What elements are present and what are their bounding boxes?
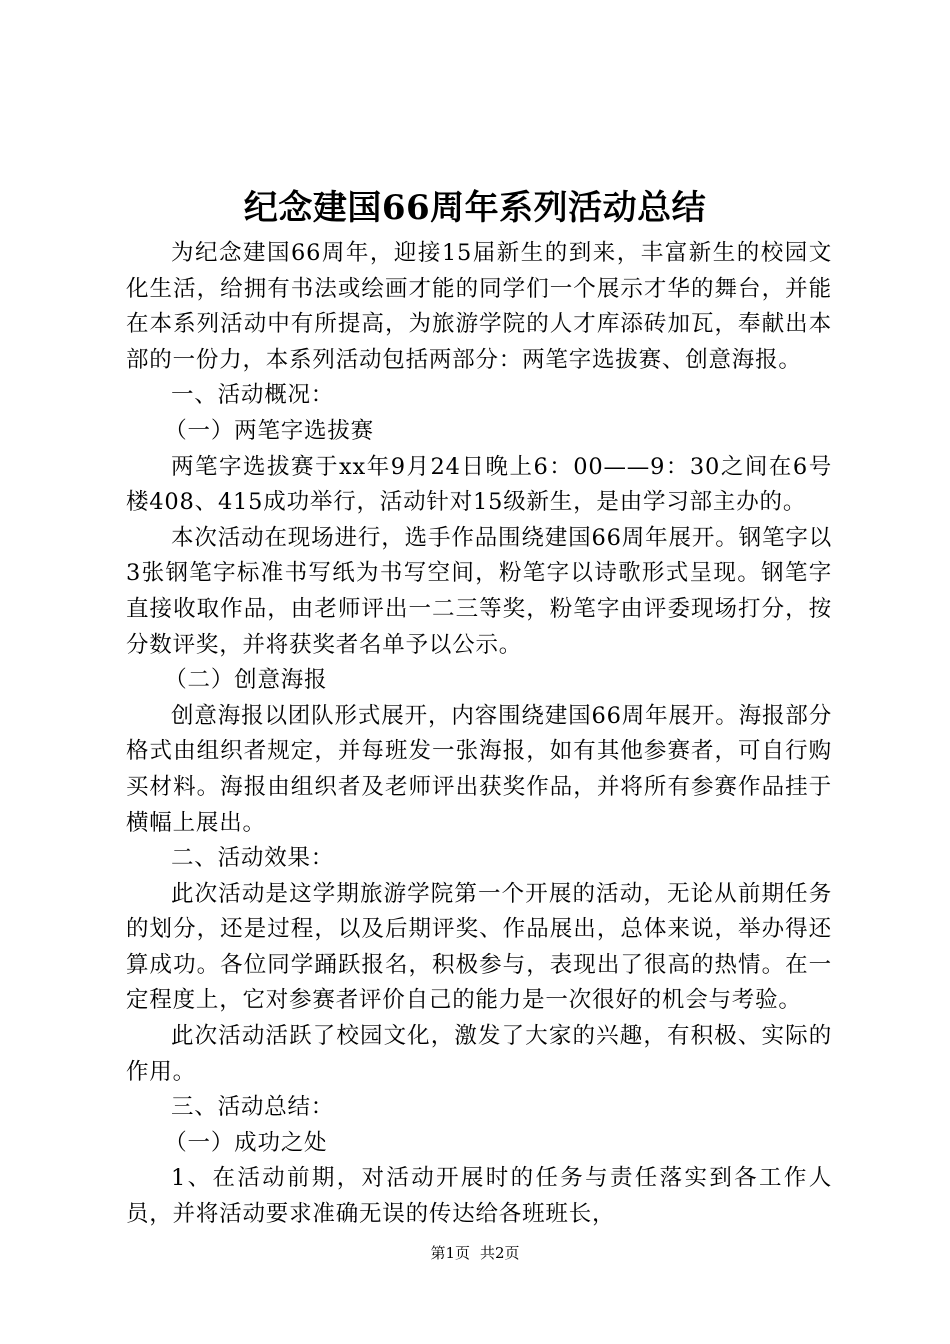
paragraph-success-1: 1、在活动前期，对活动开展时的任务与责任落实到各工作人员，并将活动要求准确无误的传达给各班班长， [126, 1165, 832, 1228]
section-heading-effect: 二、活动效果： [171, 845, 335, 872]
page-footer [0, 1242, 950, 1264]
document-title: 纪念建国66周年系列活动总结 [243, 188, 707, 228]
page-total: 共2页 [480, 1244, 520, 1262]
paragraph-contest-details: 本次活动在现场进行，选手作品围绕建国66周年展开。钢笔字以3张钢笔字标准书写纸为书写空间，粉笔字以诗歌形式呈现。钢笔字直接收取作品，由老师评出一二三等奖，粉笔字由评委现场打分，按分数评奖，并将获奖者名单予以公示。 [126, 524, 832, 658]
page-number: 第1页 [430, 1244, 470, 1262]
subheading-calligraphy-contest: （一）两笔字选拔赛 [164, 417, 374, 444]
section-heading-summary: 三、活动总结： [171, 1094, 335, 1121]
paragraph-contest-time-place: 两笔字选拔赛于xx年9月24日晚上6：00——9：30之间在6号楼408、415成功举行，活动针对15级新生，是由学习部主办的。 [126, 453, 832, 516]
intro-paragraph: 为纪念建国66周年，迎接15届新生的到来，丰富新生的校园文化生活，给拥有书法或绘画才能的同学们一个展示才华的舞台，并能在本系列活动中有所提高，为旅游学院的人才库添砖加瓦，奉献出本部的一份力，本系列活动包括两部分：两笔字选拔赛、创意海报。 [126, 240, 832, 373]
paragraph-effect-1: 此次活动是这学期旅游学院第一个开展的活动，无论从前期任务的划分，还是过程，以及后期评奖、作品展出，总体来说，举办得还算成功。各位同学踊跃报名，积极参与，表现出了很高的热情。在一定程度上，它对参赛者评价自己的能力是一次很好的机会与考验。 [126, 880, 832, 1014]
paragraph-effect-2: 此次活动活跃了校园文化，激发了大家的兴趣，有积极、实际的作用。 [126, 1023, 832, 1085]
section-heading-overview: 一、活动概况： [171, 382, 335, 409]
subheading-successes: （一）成功之处 [164, 1129, 328, 1156]
paragraph-poster-details: 创意海报以团队形式展开，内容围绕建国66周年展开。海报部分格式由组织者规定，并每班发一张海报，如有其他参赛者，可自行购买材料。海报由组织者及老师评出获奖作品，并将所有参赛作品挂于横幅上展出。 [126, 702, 832, 836]
document-body [126, 236, 832, 1233]
subheading-creative-poster: （二）创意海报 [164, 667, 328, 694]
